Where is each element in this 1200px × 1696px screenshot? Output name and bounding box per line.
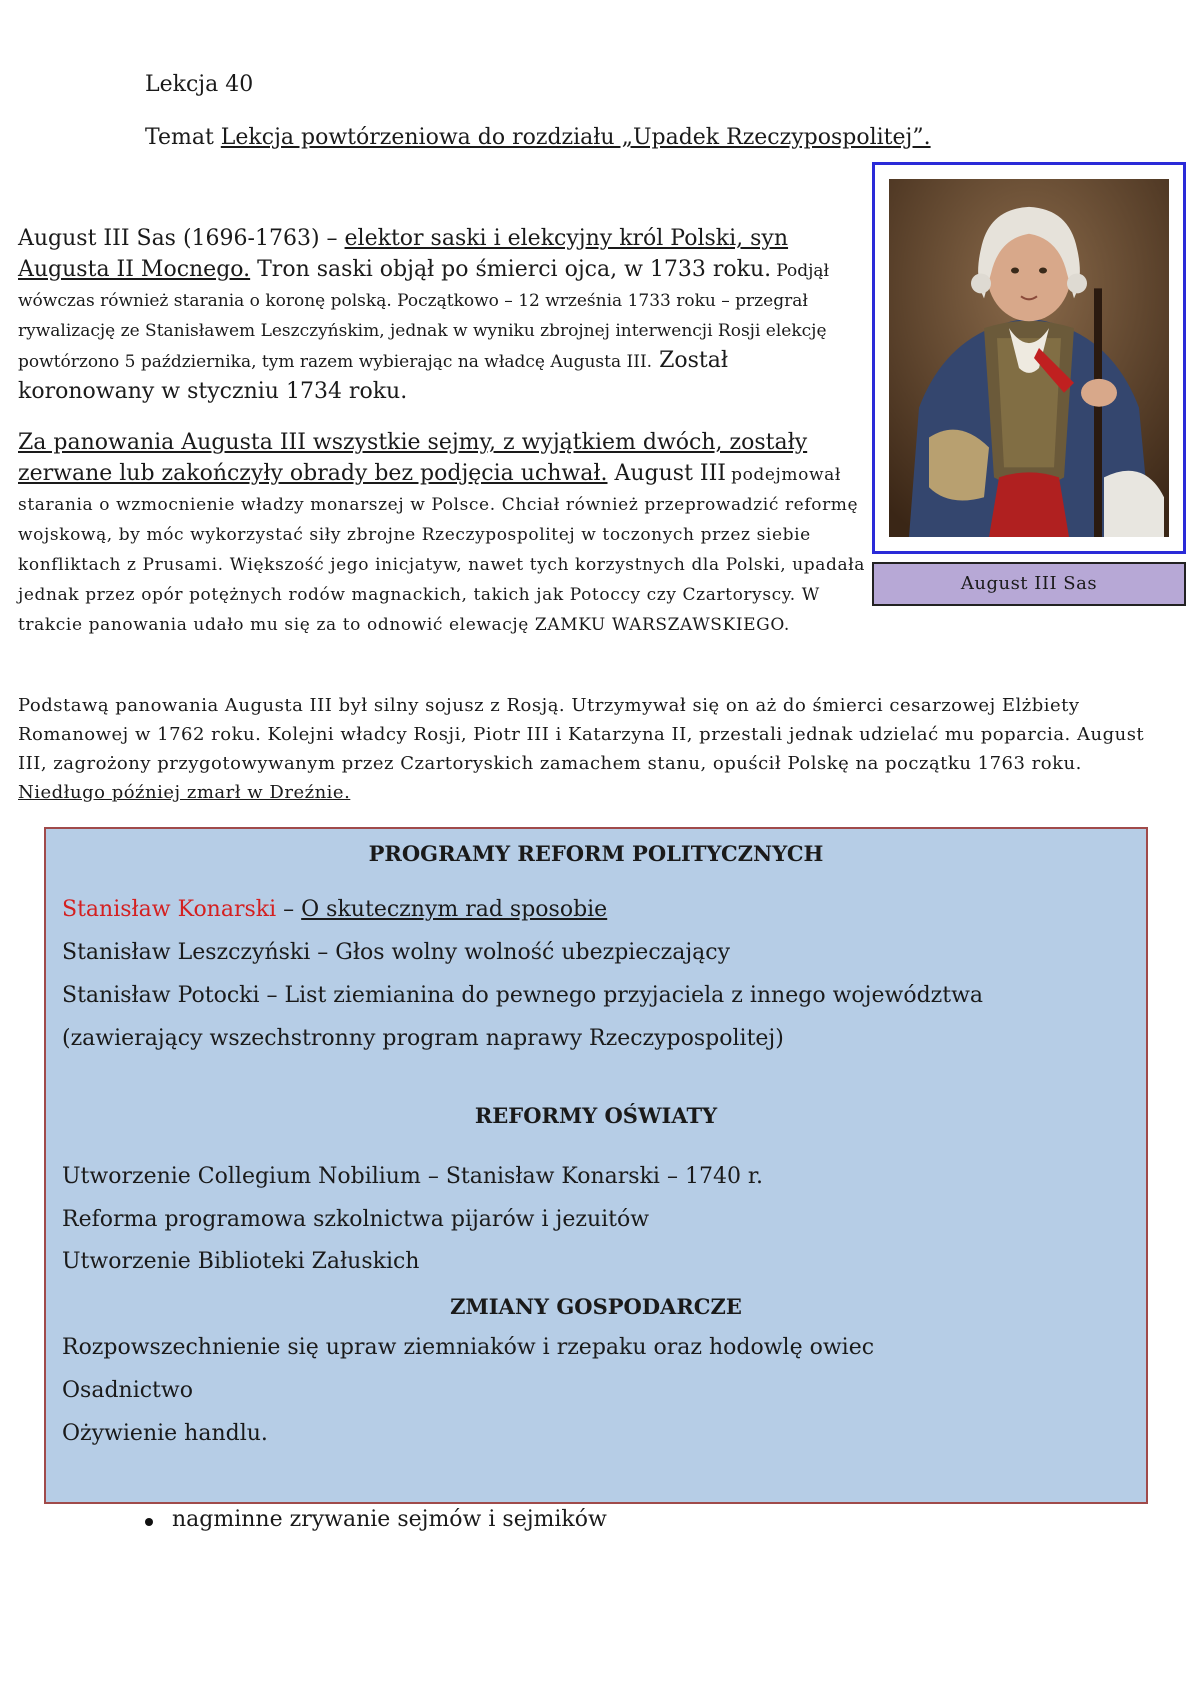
biography-paragraph — [18, 224, 868, 408]
konarski-name: Stanisław Konarski — [62, 897, 277, 922]
portrait-painting — [889, 179, 1169, 537]
potocki-line-cont: (zawierający wszechstronny program naprawy Rzeczypospolitej) — [62, 1026, 784, 1051]
konarski-work: O skutecznym rad sposobie — [301, 897, 608, 922]
reign-paragraph — [18, 428, 868, 640]
lesson-topic — [145, 125, 931, 150]
bullet-marker-icon — [145, 1518, 153, 1526]
para2-underlined: Za panowania Augusta III wszystkie sejmy, z wyjątkiem dwóch, zostały zerwane lub zakończyły obrady bez podjęcia uchwał. — [18, 430, 808, 486]
para1-body: Podjął wówczas również starania o koronę polską. Początkowo – 12 września 1733 roku – przegrał rywalizację ze Stanisławem Leszczyńskim, jednak w wyniku zbrojnej interwencji Rosji elekcję powtórzono 5 października, tym razem wybierając na władcę Augusta III. — [18, 261, 830, 372]
para1-tail: Został koronowany w styczniu 1734 roku. — [18, 348, 728, 404]
lesson-number: Lekcja 40 — [145, 72, 254, 97]
edu-item: Reforma programowa szkolnictwa pijarów i jezuitów — [62, 1207, 650, 1232]
para2-body: podejmował starania o wzmocnienie władzy monarszej w Polsce. Chciał również przeprowadzić reformę wojskową, by móc wykorzystać siły zbrojne Rzeczypospolitej w toczonych przez siebie konfliktach z Prusami. Większość jego inicjatyw, nawet tych korzystnych dla Polski, upadała jednak przez opór potężnych rodów magnackich, takich jak Potoccy czy Czartoryscy. W trakcie panowania udało mu się za to odnowić elewację ZAMKU WARSZAWSKIEGO. — [18, 465, 866, 635]
leszczynski-line: Stanisław Leszczyński – Głos wolny wolność ubezpieczający — [62, 940, 731, 965]
para1-lead-rest: Tron saski objął po śmierci ojca, w 1733 roku. — [250, 257, 772, 282]
konarski-dash: – — [276, 897, 302, 922]
alliance-paragraph — [18, 691, 1168, 807]
heading-education-reforms: REFORMY OŚWIATY — [474, 1103, 718, 1128]
heading-economic-changes: ZMIANY GOSPODARCZE — [450, 1294, 742, 1319]
para1-lead: August III Sas (1696-1763) – — [18, 226, 345, 251]
potocki-line: Stanisław Potocki – List ziemianina do pewnego przyjaciela z innego województwa — [62, 983, 984, 1008]
edu-item: Utworzenie Biblioteki Załuskich — [62, 1249, 420, 1274]
reform-programs-box — [44, 827, 1148, 1504]
eco-item: Ożywienie handlu. — [62, 1421, 268, 1446]
para2-rest: August III — [607, 461, 726, 486]
topic-title: Lekcja powtórzeniowa do rozdziału „Upadek Rzeczypospolitej”. — [220, 125, 931, 150]
eco-item: Rozpowszechnienie się upraw ziemniaków i rzepaku oraz hodowlę owiec — [62, 1335, 875, 1360]
portrait-caption: August III Sas — [872, 562, 1186, 606]
portrait-image — [872, 162, 1186, 554]
heading-political-reforms: PROGRAMY REFORM POLITYCZNYCH — [368, 841, 824, 866]
bullet-list-item: nagminne zrywanie sejmów i sejmików — [172, 1507, 607, 1532]
para1-lead-underlined: elektor saski i elekcyjny król Polski, syn Augusta II Mocnego. — [18, 226, 789, 282]
konarski-line — [62, 897, 607, 922]
topic-prefix: Temat — [145, 125, 221, 150]
edu-item: Utworzenie Collegium Nobilium – Stanisław Konarski – 1740 r. — [62, 1164, 764, 1189]
para3-underlined: Niedługo później zmarł w Dreźnie. — [18, 782, 351, 803]
para3-body: Podstawą panowania Augusta III był silny sojusz z Rosją. Utrzymywał się on aż do śmierci cesarzowej Elżbiety Romanowej w 1762 roku. Kolejni władcy Rosji, Piotr III i Katarzyna II, przestali jednak udzielać mu poparcia. August III, zagrożony przygotowywanym przez Czartoryskich zamachem stanu, opuścił Polskę na początku 1763 roku. — [18, 695, 1145, 774]
eco-item: Osadnictwo — [62, 1378, 193, 1403]
